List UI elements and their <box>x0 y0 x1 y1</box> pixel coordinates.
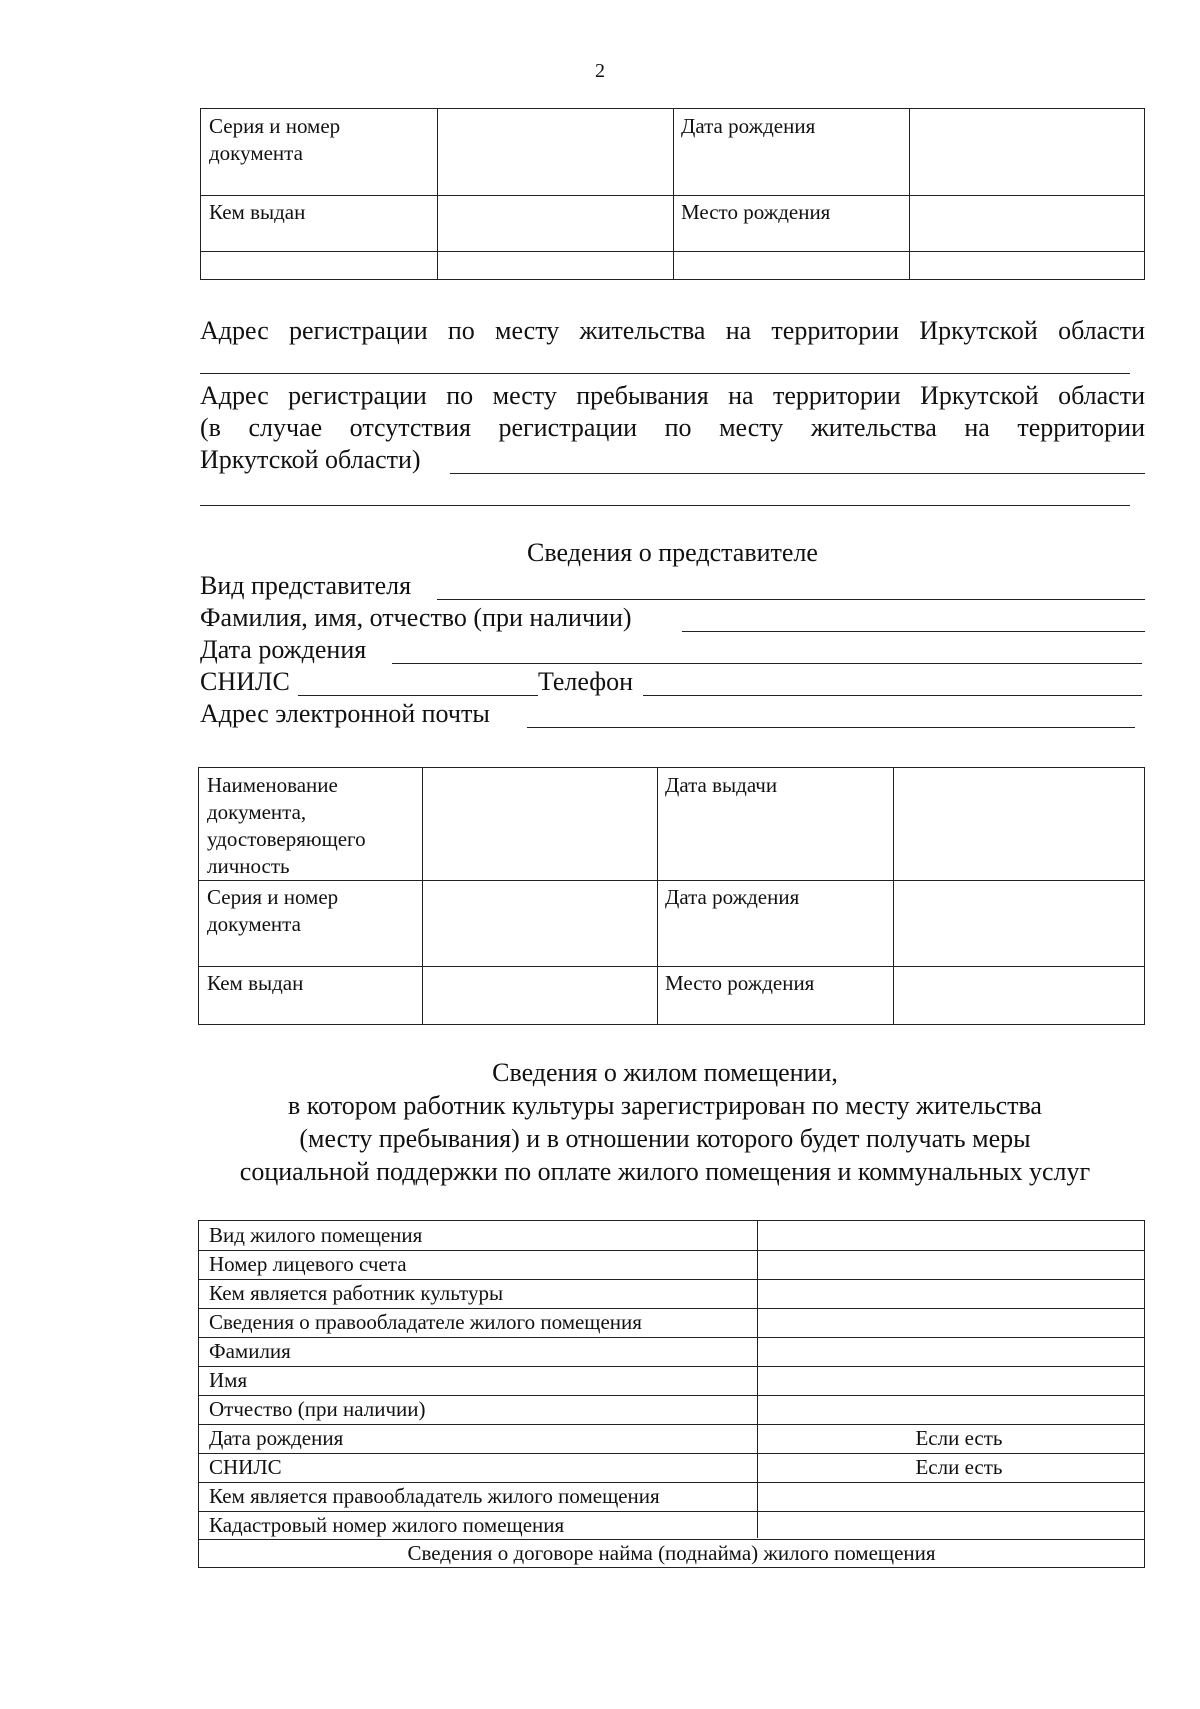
row-value: Если есть <box>915 1455 1003 1479</box>
issued-by-label-2: Кем выдан <box>207 971 304 995</box>
row-label: Кадастровый номер жилого помещения <box>209 1513 565 1537</box>
birth-date-label-2: Дата рождения <box>665 885 800 909</box>
rep-email-field[interactable] <box>527 727 1135 728</box>
residence-address-label: Адрес регистрации по месту жительства на территории Иркутской области <box>200 316 1145 345</box>
birth-date-label: Дата рождения <box>681 114 816 138</box>
row-label: СНИЛС <box>209 1455 282 1479</box>
rep-kind-field[interactable] <box>437 599 1145 600</box>
rep-email-label: Адрес электронной почты <box>200 699 490 728</box>
rep-birth-field[interactable] <box>392 663 1142 664</box>
row-label: Дата рождения <box>209 1426 344 1450</box>
rep-phone-label: Телефон <box>538 667 634 696</box>
row-label: Имя <box>209 1368 248 1392</box>
rep-snils-label: СНИЛС <box>200 667 290 696</box>
stay-address-line2: (в случае отсутствия регистрации по месту жительства на территории <box>200 413 1145 442</box>
row-value: Если есть <box>915 1426 1003 1450</box>
row-label: Сведения о правообладателе жилого помещения <box>209 1310 642 1334</box>
housing-title-line2: в котором работник культуры зарегистрирован по месту жительства <box>288 1091 1042 1120</box>
contract-label: Сведения о договоре найма (поднайма) жилого помещения <box>407 1541 936 1565</box>
stay-address-line3: Иркутской области) <box>200 445 421 474</box>
stay-address-line1: Адрес регистрации по месту пребывания на территории Иркутской области <box>200 381 1145 410</box>
representative-document-table <box>198 767 1145 1025</box>
stay-address-field[interactable] <box>450 473 1145 474</box>
row-label: Вид жилого помещения <box>209 1223 423 1247</box>
series-label-2: Серия и номер документа <box>207 885 339 936</box>
rep-birth-label: Дата рождения <box>200 635 367 664</box>
rep-snils-field[interactable] <box>298 695 538 696</box>
document-table-top <box>200 108 1145 280</box>
row-label: Кем является работник культуры <box>209 1281 504 1305</box>
residence-address-field[interactable] <box>200 373 1130 374</box>
representative-title: Сведения о представителе <box>527 538 818 567</box>
doc-name-label: Наименование документа, удостоверяющего личность <box>207 773 366 878</box>
rep-fio-field[interactable] <box>682 631 1145 632</box>
row-label: Отчество (при наличии) <box>209 1397 426 1421</box>
housing-title-line3: (месту пребывания) и в отношении которого будет получать меры <box>299 1124 1031 1153</box>
rep-kind-label: Вид представителя <box>200 571 412 600</box>
rep-fio-label: Фамилия, имя, отчество (при наличии) <box>200 603 632 632</box>
stay-address-field-2[interactable] <box>200 505 1130 506</box>
series-label: Серия и номер документа <box>209 114 341 165</box>
row-label: Номер лицевого счета <box>209 1252 407 1276</box>
housing-table <box>198 1220 1145 1568</box>
issue-date-label: Дата выдачи <box>665 773 778 797</box>
page-number: 2 <box>595 60 605 82</box>
rep-phone-field[interactable] <box>643 695 1142 696</box>
birth-place-label-2: Место рождения <box>665 971 815 995</box>
housing-title-line4: социальной поддержки по оплате жилого помещения и коммунальных услуг <box>239 1157 1091 1186</box>
contract-row <box>199 1540 1144 1567</box>
issued-by-label: Кем выдан <box>209 200 306 224</box>
row-label: Фамилия <box>209 1339 291 1363</box>
row-label: Кем является правообладатель жилого помещения <box>209 1484 660 1508</box>
birth-place-label: Место рождения <box>681 200 831 224</box>
housing-title-line1: Сведения о жилом помещении, <box>492 1058 838 1087</box>
